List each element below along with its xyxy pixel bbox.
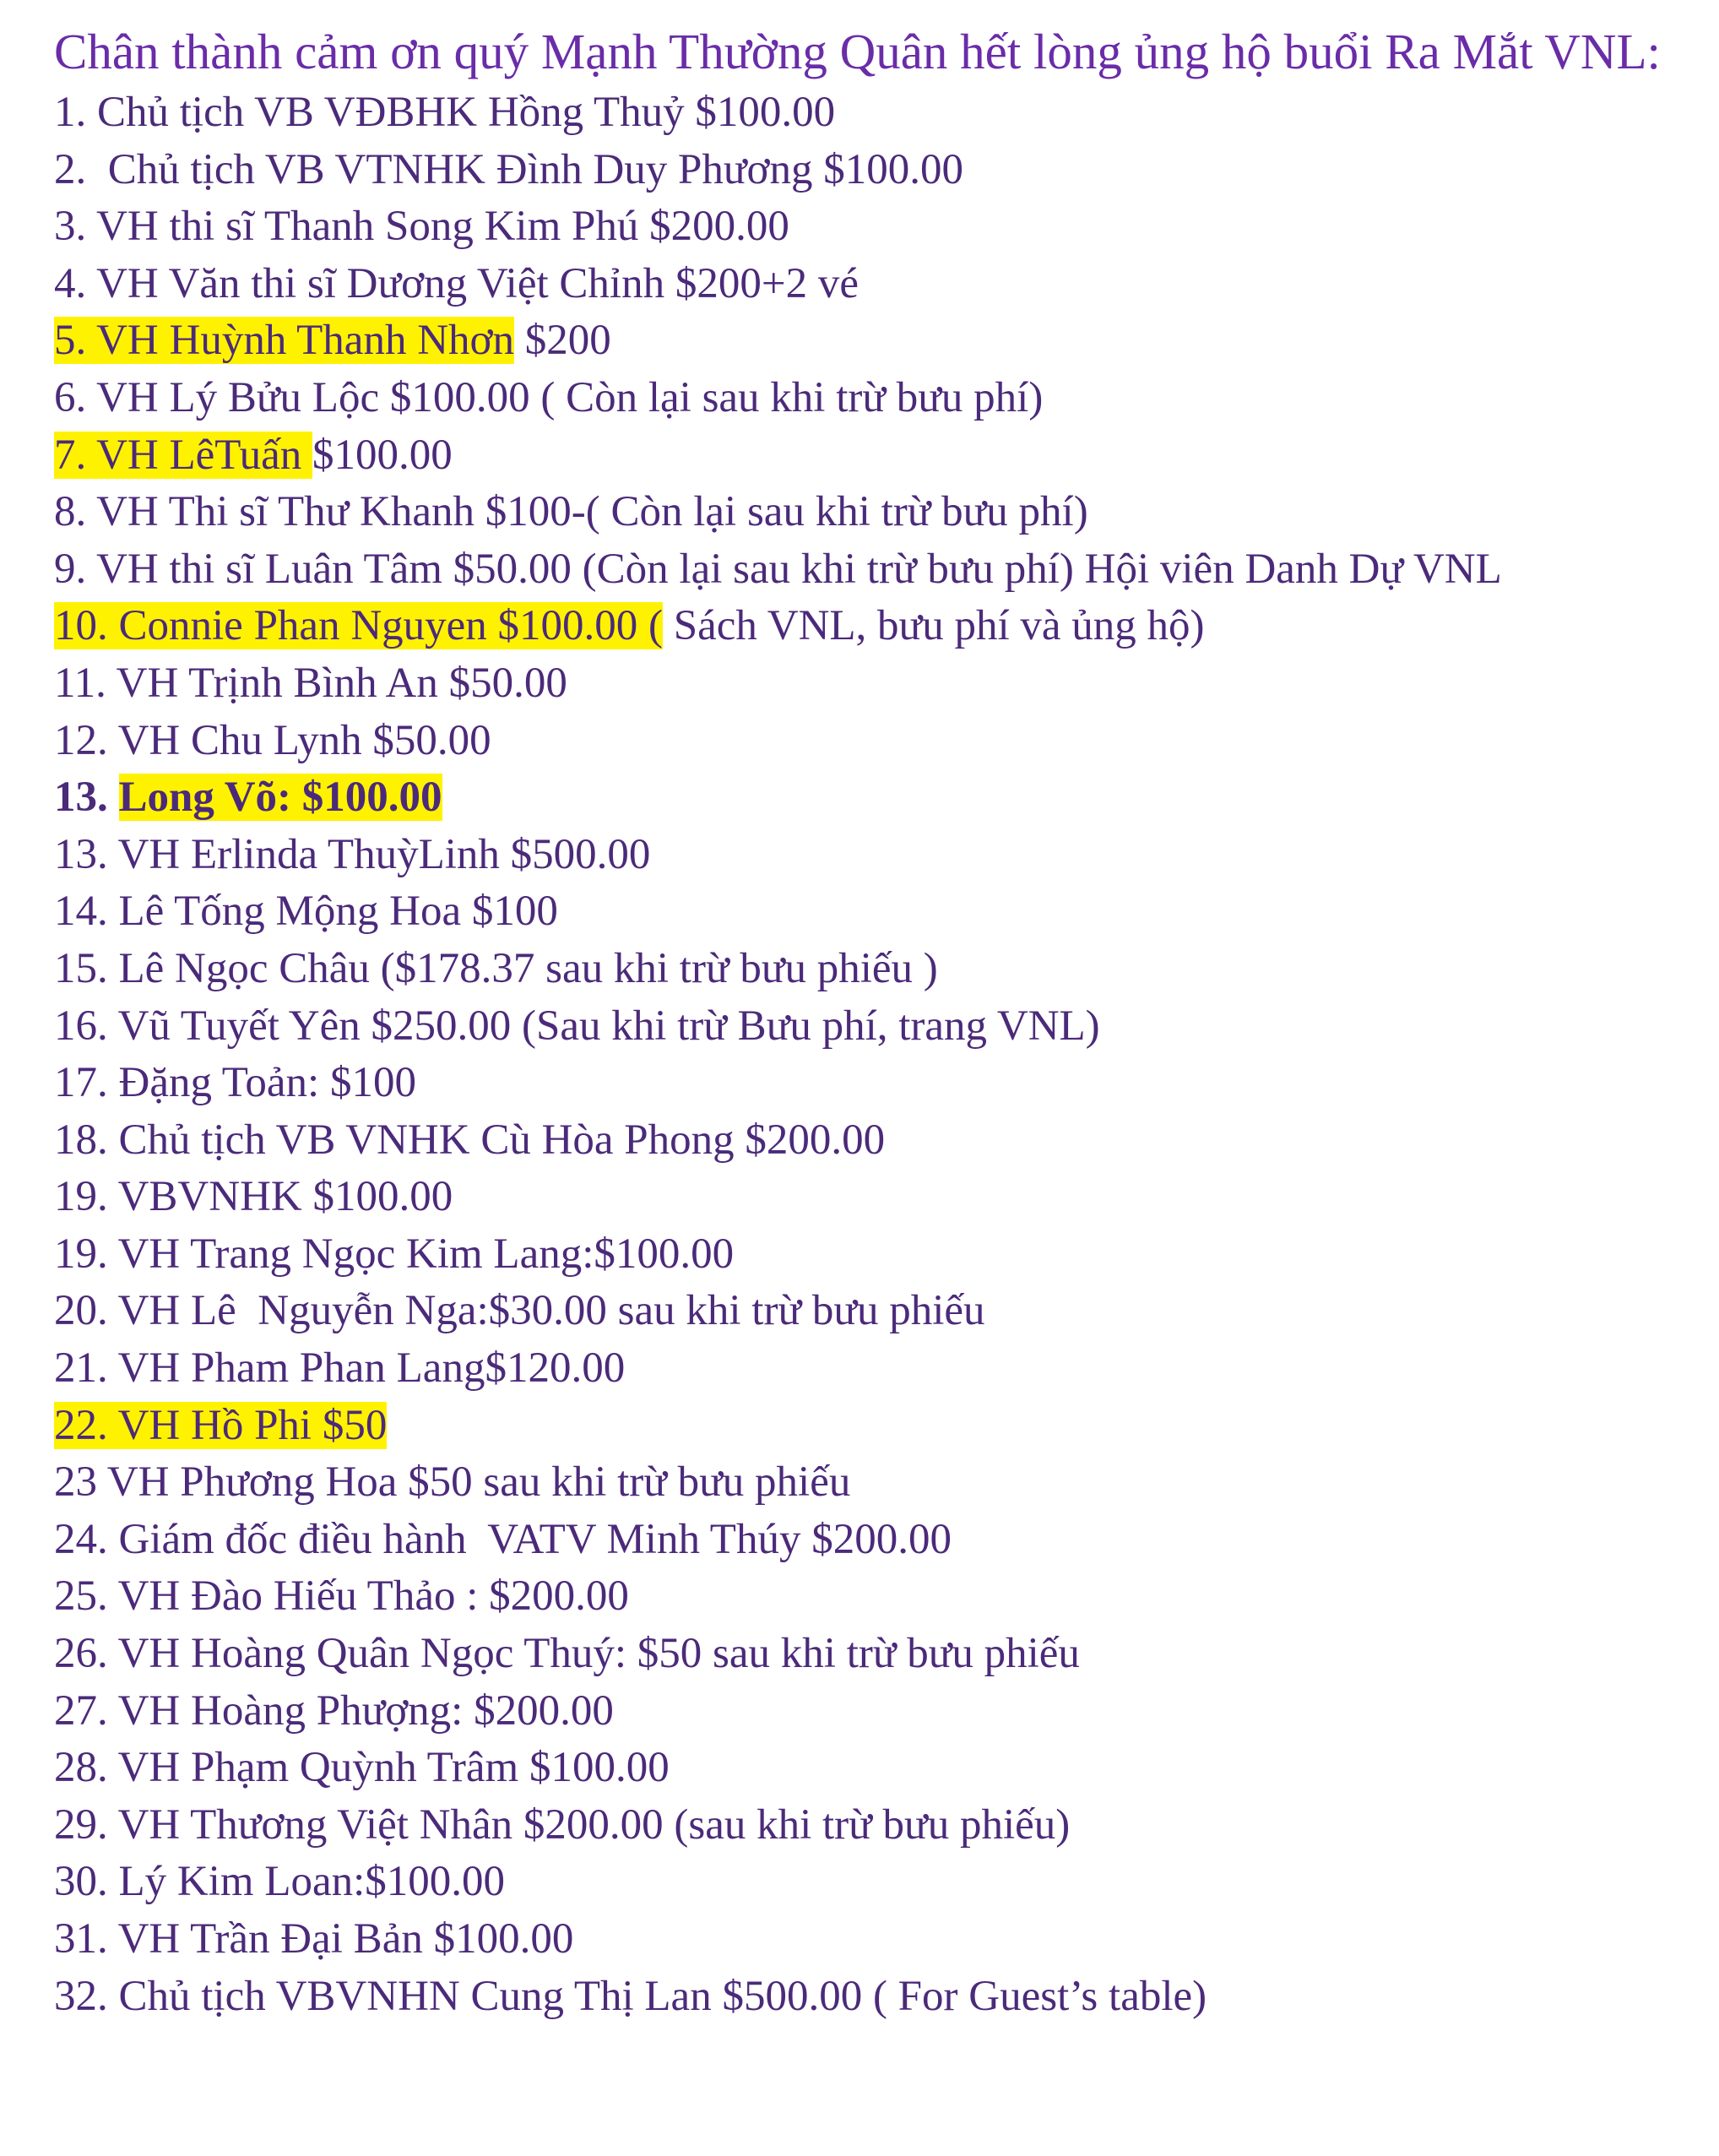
list-item: [54, 1055, 1692, 1112]
item-text: 32. Chủ tịch VBVNHN Cung Thị Lan $500.00 ( For Guest’s table): [54, 1972, 1207, 2020]
list-item: [54, 1854, 1692, 1911]
item-text: 9. VH thi sĩ Luân Tâm $50.00 (Còn lại sau khi trừ bưu phí) Hội viên Danh Dự VNL: [54, 545, 1502, 593]
list-item: [54, 142, 1692, 199]
highlighted-text: 22. VH Hồ Phi $50: [54, 1401, 388, 1449]
list-item: [54, 827, 1692, 884]
highlighted-text: 10. Connie Phan Nguyen $100.00 (: [54, 602, 664, 650]
item-text: 18. Chủ tịch VB VNHK Cù Hòa Phong $200.00: [54, 1116, 886, 1164]
item-text: 4. VH Văn thi sĩ Dương Việt Chỉnh $200+2 vé: [54, 259, 859, 307]
item-text: 8. VH Thi sĩ Thư Khanh $100-( Còn lại sau khi trừ bưu phí): [54, 488, 1088, 536]
list-item: [54, 484, 1692, 541]
item-text: 24. Giám đốc điều hành VATV Minh Thúy $200.00: [54, 1515, 952, 1563]
document-page: [54, 22, 1692, 2025]
item-text: 3. VH thi sĩ Thanh Song Kim Phú $200.00: [54, 203, 789, 251]
list-item: [54, 1340, 1692, 1398]
list-item: [54, 941, 1692, 998]
list-item: [54, 427, 1692, 485]
list-item: [54, 1112, 1692, 1170]
item-text: 28. VH Phạm Quỳnh Trâm $100.00: [54, 1744, 670, 1792]
list-item: [54, 1911, 1692, 1969]
item-text: 17. Đặng Toản: $100: [54, 1059, 416, 1107]
list-item: [54, 1226, 1692, 1284]
item-text: 23 VH Phương Hoa $50 sau khi trừ bưu phiếu: [54, 1458, 851, 1507]
list-item: [54, 84, 1692, 142]
item-text: 19. VBVNHK $100.00: [54, 1173, 453, 1221]
list-item: [54, 1797, 1692, 1855]
list-item: [54, 1740, 1692, 1797]
item-text: 13. VH Erlinda ThuỳLinh $500.00: [54, 830, 651, 878]
list-item: [54, 1626, 1692, 1683]
item-text: 12. VH Chu Lynh $50.00: [54, 716, 491, 764]
item-text: 27. VH Hoàng Phượng: $200.00: [54, 1686, 614, 1735]
item-text: 14. Lê Tống Mộng Hoa $100: [54, 888, 558, 936]
item-text: 6. VH Lý Bửu Lộc $100.00 ( Còn lại sau khi trừ bưu phí): [54, 373, 1044, 421]
list-item: [54, 1398, 1692, 1455]
item-text: 21. VH Pham Phan Lang$120.00: [54, 1344, 626, 1393]
donor-list: [54, 84, 1692, 2025]
highlighted-text: 5. VH Huỳnh Thanh Nhơn: [54, 317, 514, 365]
list-item: [54, 198, 1692, 256]
list-item: [54, 1512, 1692, 1569]
list-item: [54, 370, 1692, 427]
list-item: [54, 998, 1692, 1056]
item-text: $200: [514, 317, 611, 365]
item-text: 30. Lý Kim Loan:$100.00: [54, 1858, 506, 1906]
list-item: [54, 1568, 1692, 1626]
highlighted-text: Long Võ: $100.00: [118, 774, 442, 822]
list-item: [54, 655, 1692, 713]
item-text: $100.00: [312, 431, 453, 479]
item-text: 1. Chủ tịch VB VĐBHK Hồng Thuỷ $100.00: [54, 89, 836, 136]
list-item: [54, 1169, 1692, 1226]
list-item: [54, 769, 1692, 827]
item-text: 13.: [54, 774, 119, 822]
item-text: 2. Chủ tịch VB VTNHK Đình Duy Phương $100.00: [54, 145, 964, 193]
item-text: 16. Vũ Tuyết Yên $250.00 (Sau khi trừ Bưu phí, trang VNL): [54, 1002, 1100, 1050]
list-item: [54, 256, 1692, 313]
list-item: [54, 883, 1692, 941]
item-text: 15. Lê Ngọc Châu ($178.37 sau khi trừ bưu phiếu ): [54, 944, 938, 992]
item-text: 20. VH Lê Nguyễn Nga:$30.00 sau khi trừ bưu phiếu: [54, 1287, 985, 1335]
list-item: [54, 713, 1692, 770]
list-item: [54, 1283, 1692, 1340]
document-title: Chân thành cảm ơn quý Mạnh Thường Quân hết lòng ủng hộ buổi Ra Mắt VNL:: [54, 24, 1661, 79]
item-text: 26. VH Hoàng Quân Ngọc Thuý: $50 sau khi trừ bưu phiếu: [54, 1630, 1080, 1678]
item-text: Sách VNL, bưu phí và ủng hộ): [663, 602, 1205, 650]
item-text: 25. VH Đào Hiếu Thảo : $200.00: [54, 1572, 629, 1621]
item-text: 29. VH Thương Việt Nhân $200.00 (sau khi trừ bưu phiếu): [54, 1800, 1071, 1849]
item-text: 31. VH Trần Đại Bản $100.00: [54, 1915, 574, 1963]
item-text: 19. VH Trang Ngọc Kim Lang:$100.00: [54, 1230, 735, 1278]
item-text: 11. VH Trịnh Bình An $50.00: [54, 659, 567, 707]
list-item: [54, 312, 1692, 370]
list-item: [54, 1454, 1692, 1512]
list-item: [54, 1683, 1692, 1741]
list-item: [54, 1969, 1692, 2026]
highlighted-text: 7. VH LêTuấn: [54, 431, 313, 479]
list-item: [54, 598, 1692, 655]
list-item: [54, 541, 1692, 599]
